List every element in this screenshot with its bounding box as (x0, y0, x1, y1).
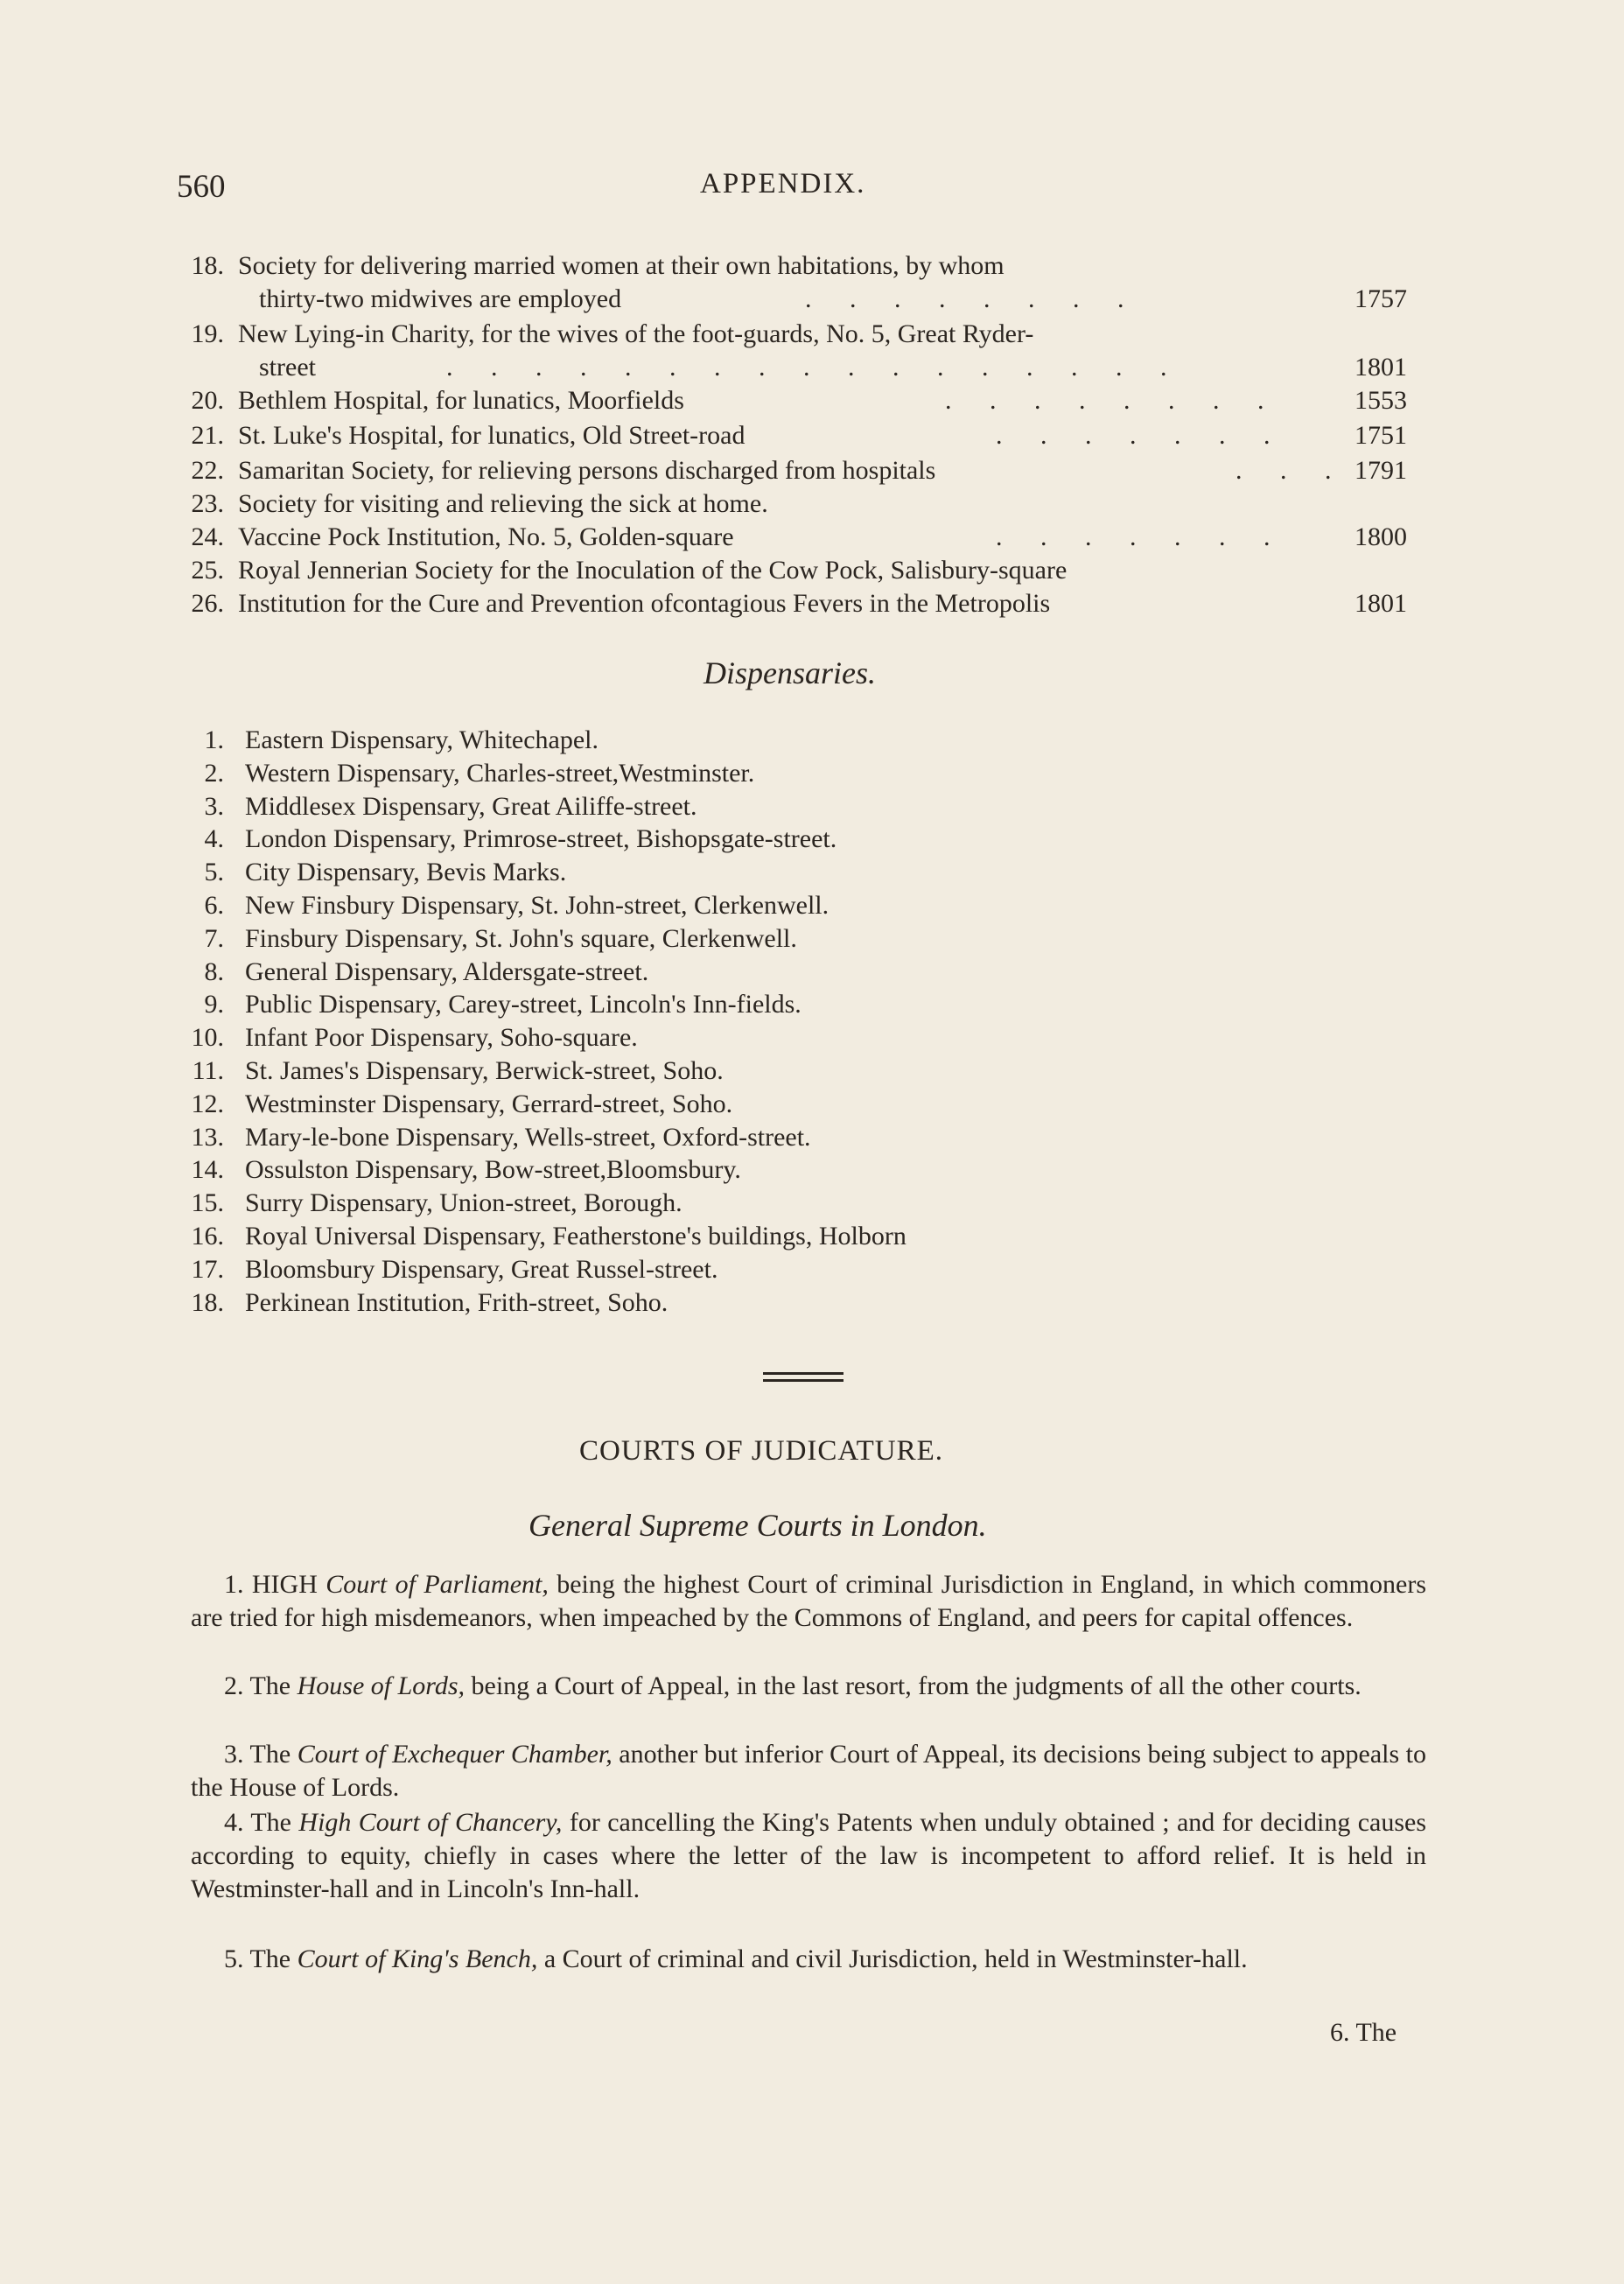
section-heading-dispensaries: Dispensaries. (704, 655, 876, 690)
subheading-supreme-courts: General Supreme Courts in London. (528, 1508, 987, 1543)
catchword: 6. The (1330, 2018, 1397, 2047)
paragraph: 3. The Court of Exchequer Chamber, another but inferior Court of Appeal, its decisions being subject to appeals to the House of Lords. (191, 1740, 1427, 1802)
section-heading-courts: COURTS OF JUDICATURE. (579, 1435, 943, 1467)
paragraph: 1. HIGH Court of Parliament, being the highest Court of criminal Jurisdiction in England, in which commoners are tried for high misdemeanors, when impeached by the Commons of England, and peers for capital offences. (191, 1570, 1427, 1632)
paragraph: 4. The High Court of Chancery, for cancelling the King's Patents when unduly obtained ; and for deciding causes according to equity, chiefly in cases where the letter of the law is incompetent to afford relief. It is held in Westminster-hall and in Lincoln's Inn-hall. (191, 1808, 1427, 1903)
running-header: APPENDIX. (700, 168, 866, 200)
divider-rule (763, 1372, 844, 1375)
page-number: 560 (177, 169, 226, 205)
divider-rule (763, 1379, 844, 1382)
paragraph: 5. The Court of King's Bench, a Court of criminal and civil Jurisdiction, held in Westminster-hall. (224, 1944, 1248, 1973)
book-page: 560 APPENDIX. 18. Society for delivering married women at their own habitations, by whom thirty-two midwives are employed . . . . . . . . 1757 19. New Lying-in Charity, for the wives of the foot-guards, No. 5, Great Ryder- street . . . . . . . . . . . . . . . . . 1801 20. Bethlem Hospital, for lunatics, Moorfields . . . . . . . . 1553 21. St. Luke's Hospital, for lunatics, Old Street-road . . . . . . . 1751 22. Samaritan Society, for relieving persons discharged from hospitals . . . 1791 23. Society for visiting and relieving the sick at home. 24. Vaccine Pock Institution, No. 5, Golden-square . . . . . . . 1800 25. Royal Jennerian Society for the Inoculation of the Cow Pock, Salisbury-square 26. Institution for the Cure and Prevention ofcontagious Fevers in the Metropolis 1801 Dispensaries. 1. Eastern Dispensary, Whitechapel. 2. Western Dispensary, Charles-street,Westminster. 3. Middlesex Dispensary, Great Ailiffe-street. 4. London Dispensary, Primrose-street, Bishopsgate-street. 5. City Dispensary, Bevis Marks. 6. New Finsbury Dispensary, St. John-street, Clerkenwell. 7. Finsbury Dispensary, St. John's square, Clerkenwell. 8. General Dispensary, Aldersgate-street. 9. Public Dispensary, Carey-street, Lincoln's Inn-fields. 10. Infant Poor Dispensary, Soho-square. 11. St. James's Dispensary, Berwick-street, Soho. 12. Westminster Dispensary, Gerrard-street, Soho. 13. Mary-le-bone Dispensary, Wells-street, Oxford-street. 14. Ossulston Dispensary, Bow-street,Bloomsbury. 15. Surry Dispensary, Union-street, Borough. 16. Royal Universal Dispensary, Featherstone's buildings, Holborn 17. Bloomsbury Dispensary, Great Russel-street. 18. Perkinean Institution, Frith-street, Soho. COURTS OF JUDICATURE. General Supreme Courts in London. 1. HIGH Court of Parliament, being the highest Court of criminal Jurisdiction in England, in which commoners are tried for high misdemeanors, when impeached by the Commons of England, and peers for capital offences. 2. The House of Lords, being a Court of Appeal, in the last resort, from the judgments of all the other courts. 3. The Court of Exchequer Chamber, another but inferior Court of Appeal, its decisions being subject to appeals to the House of Lords. 4. The High Court of Chancery, for cancelling the King's Patents when unduly obtained ; and for deciding causes according to equity, chiefly in cases where the letter of the law is incompetent to afford relief. It is held in Westminster-hall and in Lincoln's Inn-hall. 5. The Court of King's Bench, a Court of criminal and civil Jurisdiction, held in Westminster-hall. 6. The (177, 168, 1427, 2047)
paragraph: 2. The House of Lords, being a Court of Appeal, in the last resort, from the judgments of all the other courts. (224, 1671, 1362, 1700)
